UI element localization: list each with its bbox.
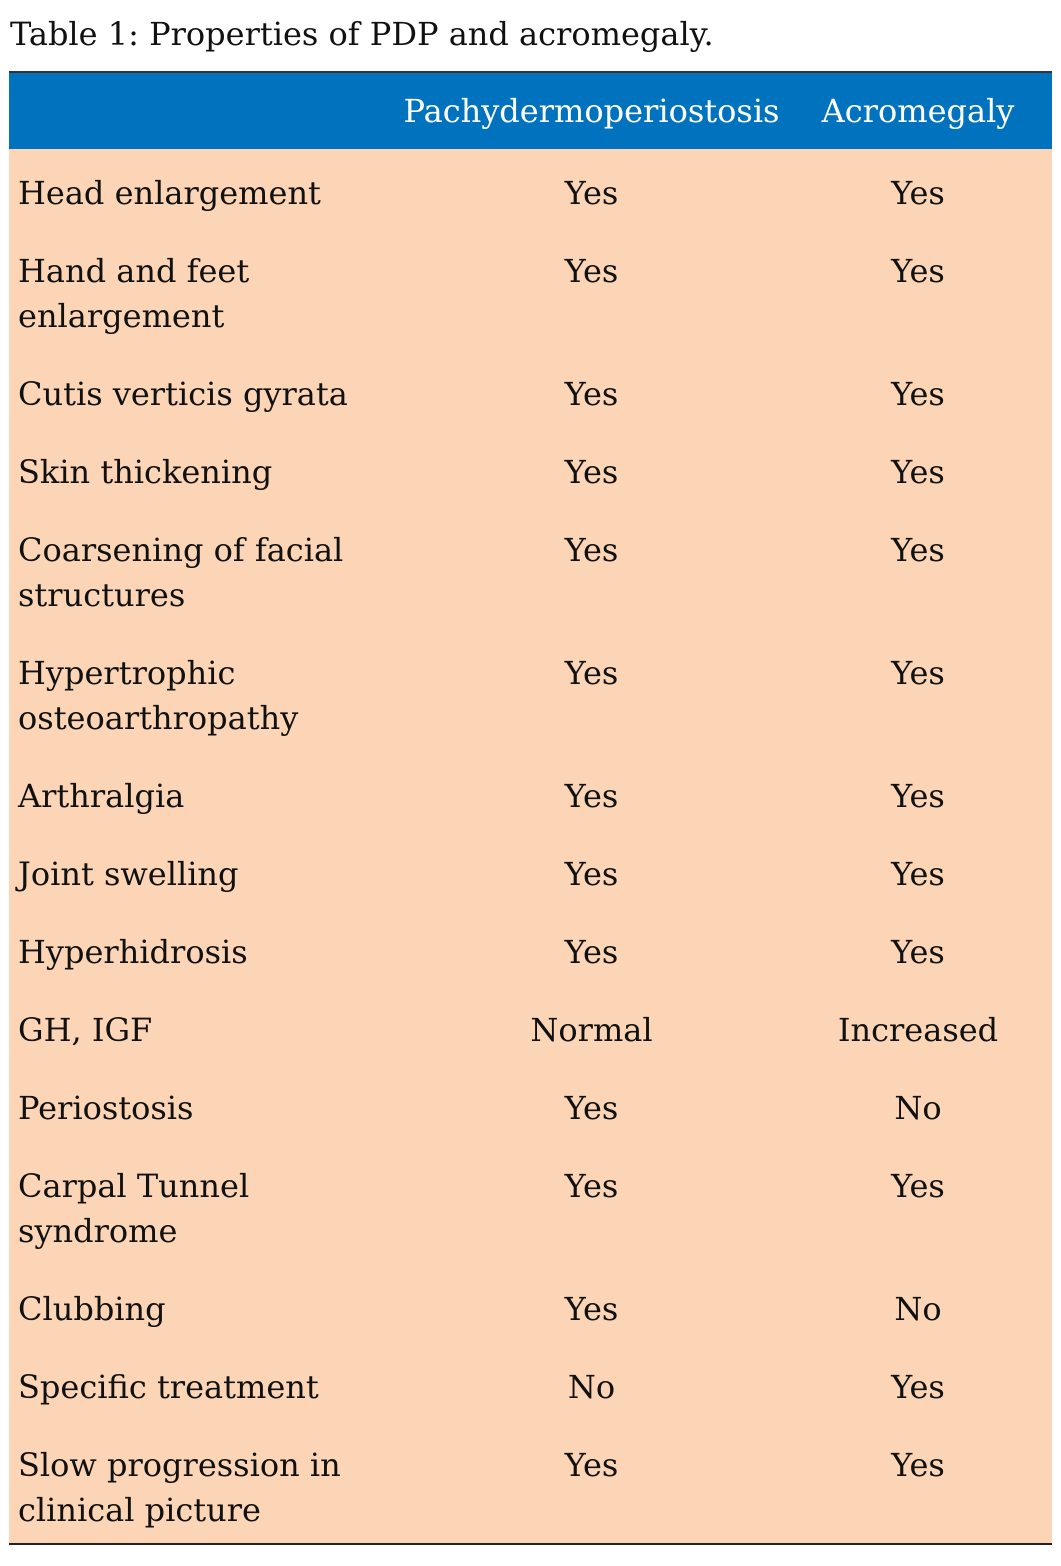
table-row — [9, 1142, 1052, 1265]
header-acromegaly: Acromegaly — [821, 92, 1015, 130]
acromegaly-cell: Yes — [891, 1167, 945, 1205]
feature-cell: Head enlargement — [18, 174, 321, 212]
table-header-row — [9, 72, 1052, 149]
pdp-cell: Yes — [564, 1167, 619, 1205]
acromegaly-cell: Yes — [891, 453, 945, 491]
acromegaly-cell: Yes — [891, 933, 945, 971]
pdp-cell: Yes — [564, 933, 619, 971]
feature-cell: Clubbing — [18, 1290, 166, 1328]
table-row — [9, 227, 1052, 350]
acromegaly-cell: No — [894, 1089, 942, 1127]
properties-table — [9, 71, 1052, 1545]
feature-cell: Arthralgia — [18, 777, 185, 815]
feature-cell: Specific treatment — [18, 1368, 319, 1406]
pdp-cell: Yes — [564, 531, 619, 569]
pdp-cell: Yes — [564, 252, 619, 290]
pdp-cell: Normal — [530, 1011, 653, 1049]
table-row — [9, 830, 1052, 908]
feature-cell: Carpal Tunnel syndrome — [18, 1167, 250, 1250]
table-row — [9, 428, 1052, 506]
acromegaly-cell: Yes — [891, 1368, 945, 1406]
acromegaly-cell: No — [894, 1290, 942, 1328]
pdp-cell: Yes — [564, 375, 619, 413]
table-row — [9, 752, 1052, 830]
feature-cell: Coarsening of facial structures — [18, 531, 344, 614]
pdp-cell: Yes — [564, 1446, 619, 1484]
feature-cell: Hand and feet enlargement — [18, 252, 250, 335]
feature-cell: Skin thickening — [18, 453, 273, 491]
acromegaly-cell: Yes — [891, 777, 945, 815]
table-row — [9, 986, 1052, 1064]
table-row — [9, 629, 1052, 752]
pdp-cell: Yes — [564, 453, 619, 491]
header-pdp: Pachydermoperiostosis — [403, 92, 780, 130]
table-row — [9, 1064, 1052, 1142]
pdp-cell: No — [567, 1368, 616, 1406]
table-row — [9, 1343, 1052, 1421]
table-row — [9, 350, 1052, 428]
acromegaly-cell: Yes — [891, 855, 945, 893]
acromegaly-cell: Yes — [891, 252, 945, 290]
table-row — [9, 1265, 1052, 1343]
feature-cell: Hypertrophic osteoarthropathy — [18, 654, 299, 737]
table-row — [9, 1421, 1052, 1544]
table-row — [9, 149, 1052, 227]
pdp-cell: Yes — [564, 1089, 619, 1127]
table-caption: Table 1: Properties of PDP and acromegaly. — [10, 15, 714, 53]
pdp-cell: Yes — [564, 777, 619, 815]
pdp-cell: Yes — [564, 174, 619, 212]
pdp-cell: Yes — [564, 1290, 619, 1328]
table-row — [9, 908, 1052, 986]
acromegaly-cell: Increased — [837, 1011, 999, 1049]
acromegaly-cell: Yes — [891, 1446, 945, 1484]
pdp-cell: Yes — [564, 855, 619, 893]
feature-cell: Slow progression in clinical picture — [18, 1446, 341, 1529]
feature-cell: Periostosis — [18, 1089, 194, 1127]
feature-cell: Joint swelling — [18, 855, 239, 893]
table-row — [9, 506, 1052, 629]
acromegaly-cell: Yes — [891, 375, 945, 413]
feature-cell: GH, IGF — [18, 1011, 153, 1049]
acromegaly-cell: Yes — [891, 654, 945, 692]
acromegaly-cell: Yes — [891, 531, 945, 569]
feature-cell: Cutis verticis gyrata — [18, 375, 348, 413]
acromegaly-cell: Yes — [891, 174, 945, 212]
pdp-cell: Yes — [564, 654, 619, 692]
feature-cell: Hyperhidrosis — [18, 933, 248, 971]
header-feature — [9, 72, 399, 149]
